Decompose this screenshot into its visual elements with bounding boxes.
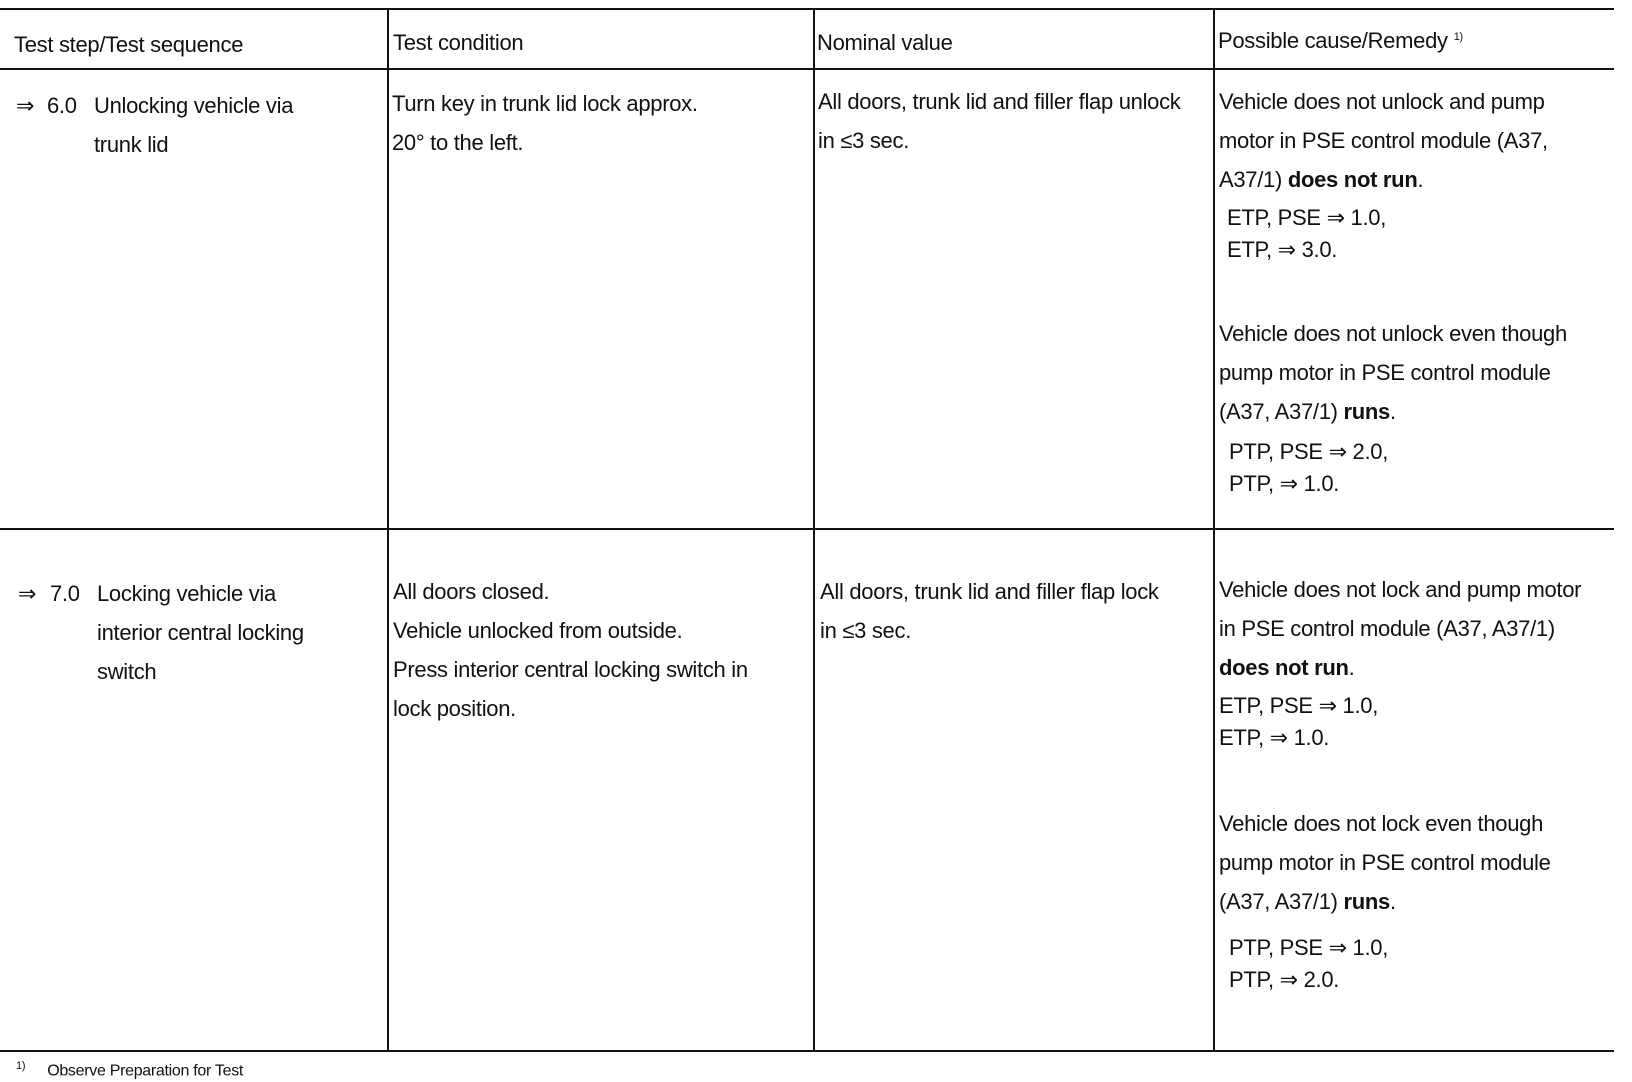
row2-cause2-bold: runs — [1343, 889, 1390, 914]
row2-cause2-end: . — [1390, 889, 1396, 914]
row1-cause2-bold: runs — [1343, 399, 1390, 424]
header-footnote-mark: 1) — [1453, 30, 1463, 43]
row1-cause2-ref: PTP, ⇒ 1.0. — [1229, 471, 1340, 496]
row2-step-line: interior central locking — [97, 620, 304, 645]
column-divider-3 — [1213, 10, 1215, 1052]
row2-cause1-ref: ETP, PSE ⇒ 1.0, — [1219, 693, 1379, 718]
row2-step-line: switch — [97, 659, 157, 684]
row1-step-arrow: ⇒ — [16, 93, 35, 118]
row2-step-description — [97, 574, 304, 691]
row1-cause2-plain: (A37, A37/1) — [1219, 399, 1344, 424]
row1-cause1-ref: ETP, ⇒ 3.0. — [1227, 237, 1338, 262]
row1-step-description — [94, 86, 293, 164]
row1-cause2-end: . — [1390, 399, 1396, 424]
row2-cause2-line: Vehicle does not lock even though — [1219, 811, 1544, 836]
row2-cause-1 — [1219, 570, 1581, 687]
row2-nominal-line: in ≤3 sec. — [820, 618, 912, 643]
row1-step-number: 6.0 — [47, 93, 77, 118]
row2-cause2-line: pump motor in PSE control module — [1219, 850, 1551, 875]
row2-cause-1-refs — [1219, 690, 1378, 754]
row1-cause1-bold: does not run — [1287, 167, 1418, 192]
header-test-step: Test step/Test sequence — [14, 32, 244, 57]
row2-nominal-value — [820, 572, 1159, 650]
row1-cause1-line: motor in PSE control module (A37, — [1219, 128, 1548, 153]
row1-cause1-end: . — [1417, 167, 1424, 192]
row2-condition-line: lock position. — [393, 696, 516, 721]
column-divider-2 — [813, 10, 815, 1052]
row1-test-condition — [392, 84, 698, 162]
row2-cause2-ref: PTP, ⇒ 2.0. — [1229, 967, 1340, 992]
row2-cause1-end: . — [1348, 655, 1355, 680]
header-test-condition: Test condition — [393, 30, 524, 55]
row1-cause2-line: pump motor in PSE control module — [1219, 360, 1551, 385]
row2-step-line: Locking vehicle via — [97, 581, 276, 606]
row2-cause-2-refs — [1229, 932, 1388, 996]
row1-cause-2 — [1219, 314, 1567, 431]
row1-cause2-line: Vehicle does not unlock even though — [1219, 321, 1567, 346]
row1-condition-line: Turn key in trunk lid lock approx. — [392, 91, 698, 116]
row2-step-arrow: ⇒ — [18, 581, 37, 606]
row1-nominal-value — [818, 82, 1181, 160]
row2-cause1-line: Vehicle does not lock and pump motor — [1219, 577, 1582, 602]
table-bottom-rule — [0, 1050, 1614, 1052]
row1-step-line: Unlocking vehicle via — [94, 93, 294, 118]
row2-cause1-bold: does not run — [1219, 655, 1349, 680]
row2-step-number: 7.0 — [50, 581, 80, 606]
header-bottom-rule — [0, 68, 1614, 70]
footnote-text: Observe Preparation for Test — [47, 1062, 244, 1080]
row2-test-condition — [393, 572, 748, 728]
row1-cause1-line: Vehicle does not unlock and pump — [1219, 89, 1545, 114]
row1-cause1-ref: ETP, PSE ⇒ 1.0, — [1227, 205, 1387, 230]
row2-condition-line: Press interior central locking switch in — [393, 657, 748, 682]
row1-cause-1-refs — [1227, 202, 1386, 266]
footnote-mark: 1) — [16, 1060, 26, 1072]
row2-cause2-ref: PTP, PSE ⇒ 1.0, — [1229, 935, 1389, 960]
row2-cause1-ref: ETP, ⇒ 1.0. — [1219, 725, 1330, 750]
row2-condition-line: Vehicle unlocked from outside. — [393, 618, 683, 643]
row1-step-line: trunk lid — [94, 132, 169, 157]
row1-cause-1 — [1219, 82, 1548, 199]
table-top-rule — [0, 8, 1614, 10]
row2-nominal-line: All doors, trunk lid and filler flap lock — [820, 579, 1159, 604]
row2-cause1-last-line — [1219, 648, 1581, 687]
row1-cause2-last-line — [1219, 392, 1567, 431]
column-divider-1 — [387, 10, 389, 1052]
row1-nominal-line: in ≤3 sec. — [818, 128, 910, 153]
row2-cause1-line: in PSE control module (A37, A37/1) — [1219, 616, 1555, 641]
row1-condition-line: 20° to the left. — [392, 130, 524, 155]
row1-cause-2-refs — [1229, 436, 1388, 500]
header-possible-cause — [1218, 28, 1463, 54]
row1-nominal-line: All doors, trunk lid and filler flap unlock — [818, 89, 1181, 114]
row1-cause1-last-line — [1219, 160, 1548, 199]
footnote — [16, 1060, 243, 1080]
row1-cause2-ref: PTP, PSE ⇒ 2.0, — [1229, 439, 1389, 464]
row2-cause2-last-line — [1219, 882, 1551, 921]
row-divider — [0, 528, 1614, 530]
row1-cause1-plain: A37/1) — [1219, 167, 1288, 192]
row2-cause-2 — [1219, 804, 1551, 921]
header-nominal-value: Nominal value — [817, 30, 953, 55]
row2-condition-line: All doors closed. — [393, 579, 550, 604]
row2-cause2-plain: (A37, A37/1) — [1219, 889, 1344, 914]
header-possible-cause-label: Possible cause/Remedy — [1218, 28, 1448, 53]
